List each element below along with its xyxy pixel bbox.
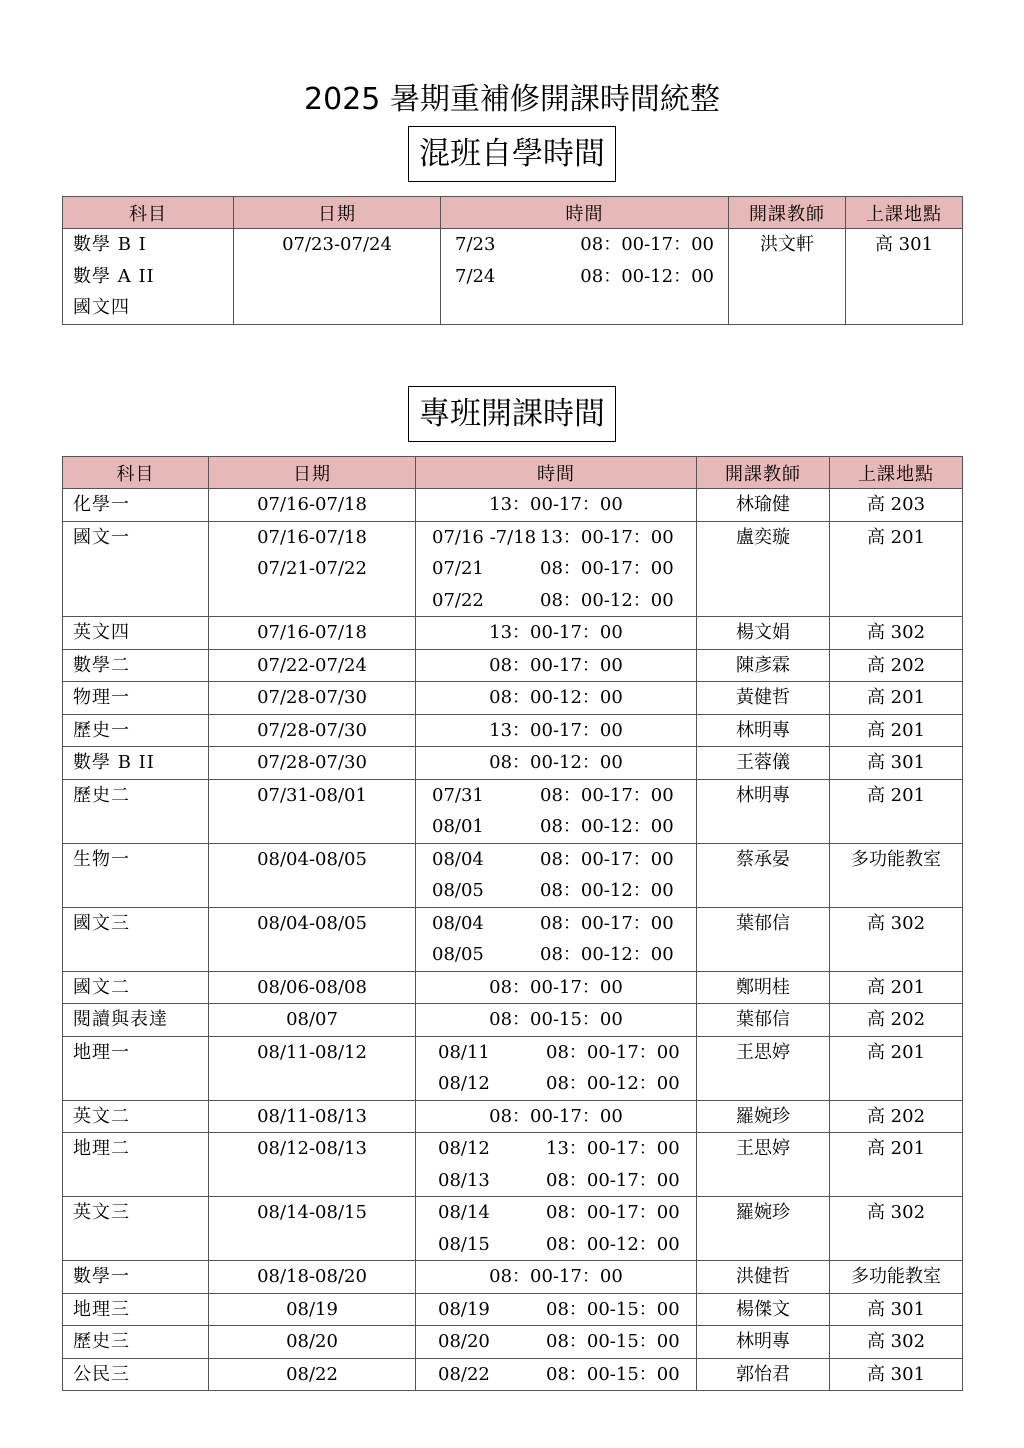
room-text: 高 203 xyxy=(866,494,926,515)
teacher-text: 楊文娟 xyxy=(736,622,790,643)
time-line xyxy=(416,1037,696,1069)
subject-cell xyxy=(63,229,234,325)
room-text: 高 302 xyxy=(866,622,926,643)
subject-text: 英文二 xyxy=(73,1105,130,1127)
subject-text: 數學 A II xyxy=(73,265,155,287)
time-cell xyxy=(416,1100,697,1133)
room-cell xyxy=(830,779,963,843)
date-text: 07/22-07/24 xyxy=(257,654,367,676)
subject-cell xyxy=(63,779,209,843)
time-date: 08/13 xyxy=(438,1169,490,1191)
room-cell xyxy=(830,843,963,907)
time-line xyxy=(416,522,696,554)
date-cell xyxy=(209,1100,416,1133)
room-cell xyxy=(830,1358,963,1391)
time-line xyxy=(416,1294,696,1326)
subject-cell xyxy=(63,1358,209,1391)
room-text: 高 302 xyxy=(866,1202,926,1223)
time-range: 08：00-12：00 xyxy=(546,1233,680,1255)
time-range: 08：00-12：00 xyxy=(540,816,674,837)
teacher-text: 林瑜健 xyxy=(736,494,790,515)
time-line xyxy=(416,585,696,617)
subject-text: 公民三 xyxy=(73,1363,130,1385)
time-cell xyxy=(416,1197,697,1261)
date-cell xyxy=(209,747,416,780)
room-cell xyxy=(830,907,963,971)
time-line xyxy=(416,908,696,940)
table-row xyxy=(63,682,963,715)
header-time: 時間 xyxy=(441,197,729,229)
date-text: 07/16-07/18 xyxy=(257,494,367,515)
room-cell xyxy=(830,1197,963,1261)
time-date: 08/05 xyxy=(432,880,484,901)
time-line xyxy=(416,1197,696,1229)
time-cell xyxy=(416,779,697,843)
teacher-text: 蔡承晏 xyxy=(736,848,790,870)
teacher-text: 葉郁信 xyxy=(736,1009,790,1030)
time-cell xyxy=(416,1004,697,1037)
header-subject: 科目 xyxy=(63,197,234,229)
room-cell xyxy=(830,1133,963,1197)
subject-cell xyxy=(63,747,209,780)
table-row xyxy=(63,1358,963,1391)
subject-cell xyxy=(63,1197,209,1261)
time-range: 08：00-17：00 xyxy=(540,848,674,870)
subject-cell xyxy=(63,907,209,971)
time-date: 08/11 xyxy=(438,1041,490,1063)
time-date: 08/04 xyxy=(432,848,484,870)
teacher-cell xyxy=(697,1100,830,1133)
table-row xyxy=(63,649,963,682)
date-cell xyxy=(209,489,416,522)
date-cell xyxy=(234,229,441,325)
time-range: 13：00-17：00 xyxy=(540,526,674,548)
section-title-mixed: 混班自學時間 xyxy=(408,126,616,182)
teacher-text: 盧奕璇 xyxy=(736,526,790,548)
room-text: 高 202 xyxy=(866,1009,926,1030)
header-teacher: 開課教師 xyxy=(697,457,830,489)
teacher-text: 林明專 xyxy=(736,1331,790,1352)
teacher-text: 陳彥霖 xyxy=(736,654,790,676)
room-text: 高 302 xyxy=(866,912,926,934)
room-text: 高 201 xyxy=(866,719,926,741)
room-text: 高 201 xyxy=(866,976,926,998)
time-cell xyxy=(416,1326,697,1359)
time-line xyxy=(416,780,696,812)
subject-text: 數學 B I xyxy=(73,234,147,255)
time-range: 08：00-17：00 xyxy=(489,1266,623,1287)
date-cell xyxy=(209,1293,416,1326)
date-text: 07/28-07/30 xyxy=(257,752,367,773)
date-cell xyxy=(209,907,416,971)
time-date: 08/12 xyxy=(438,1073,490,1094)
table-header-row xyxy=(63,197,963,229)
time-date: 08/05 xyxy=(432,944,484,965)
header-teacher: 開課教師 xyxy=(729,197,846,229)
room-cell xyxy=(846,229,963,325)
time-date: 08/12 xyxy=(438,1138,490,1159)
header-room: 上課地點 xyxy=(830,457,963,489)
room-text: 高 201 xyxy=(866,526,926,548)
date-text: 08/22 xyxy=(286,1363,338,1385)
room-cell xyxy=(830,682,963,715)
teacher-text: 郭怡君 xyxy=(736,1363,790,1385)
room-cell xyxy=(830,1326,963,1359)
teacher-cell xyxy=(697,682,830,715)
date-cell xyxy=(209,521,416,617)
special-schedule-table xyxy=(62,456,963,1391)
teacher-text: 葉郁信 xyxy=(736,912,790,934)
time-cell xyxy=(441,229,729,325)
room-cell xyxy=(830,1004,963,1037)
subject-text: 化學一 xyxy=(73,494,130,515)
time-range: 08：00-17：00 xyxy=(540,558,674,579)
teacher-cell xyxy=(697,1358,830,1391)
time-date: 08/04 xyxy=(432,912,484,934)
subject-text: 英文四 xyxy=(73,622,130,643)
room-text: 高 202 xyxy=(866,1105,926,1127)
table-row xyxy=(63,1100,963,1133)
time-range: 08：00-17：00 xyxy=(540,912,674,934)
time-line xyxy=(416,844,696,876)
date-cell xyxy=(209,1326,416,1359)
time-range: 08：00-12：00 xyxy=(540,944,674,965)
teacher-text: 王思婷 xyxy=(736,1041,790,1063)
time-range: 08：00-17：00 xyxy=(546,1202,680,1223)
date-text: 07/16-07/18 xyxy=(257,526,367,548)
teacher-text: 王思婷 xyxy=(736,1138,790,1159)
subject-text: 國文二 xyxy=(73,976,130,998)
time-date: 08/22 xyxy=(438,1363,490,1385)
subject-text: 地理二 xyxy=(73,1138,130,1159)
teacher-text: 鄭明桂 xyxy=(736,976,790,998)
subject-text: 歷史一 xyxy=(73,719,130,741)
time-date: 08/01 xyxy=(432,816,484,837)
time-date: 07/31 xyxy=(432,784,484,806)
room-text: 高 301 xyxy=(874,234,934,255)
time-date: 07/22 xyxy=(432,589,484,611)
teacher-cell xyxy=(697,521,830,617)
time-line xyxy=(416,1133,696,1165)
date-cell xyxy=(209,1197,416,1261)
time-line xyxy=(416,1165,696,1197)
header-date: 日期 xyxy=(234,197,441,229)
teacher-cell xyxy=(697,1261,830,1294)
time-date: 07/21 xyxy=(432,558,484,579)
table-row xyxy=(63,229,963,325)
subject-text: 數學二 xyxy=(73,654,130,676)
subject-cell xyxy=(63,1100,209,1133)
table-row xyxy=(63,1004,963,1037)
time-line xyxy=(416,1068,696,1100)
table-row xyxy=(63,1261,963,1294)
table-row xyxy=(63,1133,963,1197)
subject-cell xyxy=(63,1004,209,1037)
date-cell xyxy=(209,617,416,650)
subject-cell xyxy=(63,489,209,522)
teacher-text: 黃健哲 xyxy=(736,687,790,708)
date-cell xyxy=(209,1036,416,1100)
table-header-row xyxy=(63,457,963,489)
teacher-cell xyxy=(697,489,830,522)
teacher-text: 洪健哲 xyxy=(736,1266,790,1287)
teacher-cell xyxy=(697,1036,830,1100)
table-row xyxy=(63,779,963,843)
table-row xyxy=(63,971,963,1004)
subject-text: 閱讀與表達 xyxy=(73,1009,168,1030)
time-range: 08：00-12：00 xyxy=(540,589,674,611)
room-text: 高 201 xyxy=(866,1041,926,1063)
room-text: 高 301 xyxy=(866,1298,926,1320)
date-text: 08/11-08/12 xyxy=(257,1041,367,1063)
time-range: 13：00-17：00 xyxy=(489,494,623,515)
room-text: 高 301 xyxy=(866,1363,926,1385)
time-date: 7/23 xyxy=(455,234,496,255)
room-cell xyxy=(830,1261,963,1294)
room-text: 高 202 xyxy=(866,654,926,676)
teacher-cell xyxy=(697,1326,830,1359)
time-line xyxy=(416,939,696,971)
time-range: 08：00-12：00 xyxy=(580,265,714,287)
room-cell xyxy=(830,971,963,1004)
table-row xyxy=(63,1293,963,1326)
header-subject: 科目 xyxy=(63,457,209,489)
room-text: 高 302 xyxy=(866,1331,926,1352)
teacher-cell xyxy=(697,747,830,780)
teacher-text: 林明專 xyxy=(736,784,790,806)
time-line xyxy=(416,811,696,843)
time-range: 08：00-12：00 xyxy=(489,752,623,773)
time-range: 13：00-17：00 xyxy=(546,1138,680,1159)
date-text: 07/16-07/18 xyxy=(257,622,367,643)
time-range: 08：00-15：00 xyxy=(546,1331,680,1352)
time-date: 08/15 xyxy=(438,1233,490,1255)
table-row xyxy=(63,489,963,522)
room-cell xyxy=(830,747,963,780)
subject-text: 歷史二 xyxy=(73,784,130,806)
subject-cell xyxy=(63,1293,209,1326)
date-text: 07/28-07/30 xyxy=(257,687,367,708)
subject-text: 歷史三 xyxy=(73,1331,130,1352)
table-row xyxy=(63,1326,963,1359)
teacher-cell xyxy=(697,971,830,1004)
subject-text: 英文三 xyxy=(73,1202,130,1223)
date-text: 08/12-08/13 xyxy=(257,1138,367,1159)
teacher-text: 楊傑文 xyxy=(736,1298,790,1320)
time-range: 08：00-17：00 xyxy=(580,234,714,255)
teacher-text: 羅婉珍 xyxy=(736,1105,790,1127)
date-cell xyxy=(209,1133,416,1197)
teacher-text: 羅婉珍 xyxy=(736,1202,790,1223)
teacher-cell xyxy=(697,1293,830,1326)
section-title-special: 專班開課時間 xyxy=(408,386,616,442)
teacher-text: 洪文軒 xyxy=(760,234,814,255)
date-text: 07/23-07/24 xyxy=(282,234,392,255)
time-range: 08：00-12：00 xyxy=(540,880,674,901)
room-cell xyxy=(830,617,963,650)
subject-text: 數學一 xyxy=(73,1266,130,1287)
time-range: 13：00-17：00 xyxy=(489,622,623,643)
room-text: 高 201 xyxy=(866,1138,926,1159)
date-text: 07/28-07/30 xyxy=(257,719,367,741)
time-cell xyxy=(416,971,697,1004)
time-cell xyxy=(416,907,697,971)
table-row xyxy=(63,843,963,907)
time-cell xyxy=(416,649,697,682)
subject-text: 數學 B II xyxy=(73,752,155,773)
subject-cell xyxy=(63,521,209,617)
subject-cell xyxy=(63,843,209,907)
date-text: 08/04-08/05 xyxy=(257,848,367,870)
subject-text: 國文一 xyxy=(73,526,130,548)
teacher-text: 王蓉儀 xyxy=(736,752,790,773)
teacher-cell xyxy=(697,617,830,650)
room-cell xyxy=(830,649,963,682)
time-cell xyxy=(416,617,697,650)
time-range: 08：00-17：00 xyxy=(546,1041,680,1063)
header-date: 日期 xyxy=(209,457,416,489)
date-cell xyxy=(209,1004,416,1037)
teacher-cell xyxy=(697,1004,830,1037)
time-range: 08：00-17：00 xyxy=(540,784,674,806)
time-line xyxy=(416,1229,696,1261)
room-cell xyxy=(830,1100,963,1133)
time-cell xyxy=(416,1261,697,1294)
time-cell xyxy=(416,1358,697,1391)
date-cell xyxy=(209,971,416,1004)
subject-cell xyxy=(63,649,209,682)
subject-cell xyxy=(63,682,209,715)
time-range: 08：00-15：00 xyxy=(546,1363,680,1385)
room-text: 高 201 xyxy=(866,687,926,708)
room-text: 高 201 xyxy=(866,784,926,806)
teacher-cell xyxy=(697,1197,830,1261)
room-cell xyxy=(830,714,963,747)
mixed-schedule-table xyxy=(62,196,963,325)
table-row xyxy=(63,907,963,971)
page-title: 2025 暑期重補修開課時間統整 xyxy=(304,82,720,117)
time-date: 07/16 -7/18 xyxy=(432,526,537,548)
date-text: 07/21-07/22 xyxy=(257,558,367,579)
subject-text: 國文三 xyxy=(73,912,130,934)
teacher-text: 林明專 xyxy=(736,719,790,741)
time-line xyxy=(416,875,696,907)
date-cell xyxy=(209,1358,416,1391)
time-cell xyxy=(416,521,697,617)
time-range: 08：00-15：00 xyxy=(546,1298,680,1320)
subject-cell xyxy=(63,1326,209,1359)
subject-text: 國文四 xyxy=(73,297,130,318)
time-line xyxy=(416,553,696,585)
table-row xyxy=(63,521,963,617)
time-cell xyxy=(416,843,697,907)
subject-cell xyxy=(63,1036,209,1100)
teacher-cell xyxy=(697,843,830,907)
date-text: 08/04-08/05 xyxy=(257,912,367,934)
teacher-cell xyxy=(729,229,846,325)
date-text: 08/19 xyxy=(286,1298,338,1320)
time-date: 08/19 xyxy=(438,1298,490,1320)
time-cell xyxy=(416,1133,697,1197)
table-row xyxy=(63,714,963,747)
date-cell xyxy=(209,1261,416,1294)
teacher-cell xyxy=(697,779,830,843)
subject-text: 地理一 xyxy=(73,1041,130,1063)
date-cell xyxy=(209,779,416,843)
time-cell xyxy=(416,747,697,780)
time-date: 08/20 xyxy=(438,1331,490,1352)
time-line xyxy=(416,1326,696,1358)
time-date: 08/14 xyxy=(438,1202,490,1223)
time-range: 08：00-15：00 xyxy=(489,1009,623,1030)
subject-cell xyxy=(63,1133,209,1197)
time-line xyxy=(416,1359,696,1391)
time-cell xyxy=(416,489,697,522)
table-row xyxy=(63,617,963,650)
room-text: 多功能教室 xyxy=(851,848,941,870)
teacher-cell xyxy=(697,714,830,747)
date-text: 08/18-08/20 xyxy=(257,1266,367,1287)
time-cell xyxy=(416,1036,697,1100)
subject-cell xyxy=(63,971,209,1004)
teacher-cell xyxy=(697,649,830,682)
header-room: 上課地點 xyxy=(846,197,963,229)
date-text: 07/31-08/01 xyxy=(257,784,367,806)
table-row xyxy=(63,747,963,780)
date-text: 08/07 xyxy=(286,1009,338,1030)
date-text: 08/11-08/13 xyxy=(257,1105,367,1127)
time-range: 08：00-17：00 xyxy=(546,1169,680,1191)
subject-cell xyxy=(63,1261,209,1294)
time-range: 08：00-12：00 xyxy=(546,1073,680,1094)
date-text: 08/20 xyxy=(286,1331,338,1352)
table-row xyxy=(63,1197,963,1261)
header-time: 時間 xyxy=(416,457,697,489)
date-cell xyxy=(209,649,416,682)
subject-text: 物理一 xyxy=(73,687,130,708)
room-cell xyxy=(830,489,963,522)
teacher-cell xyxy=(697,1133,830,1197)
date-cell xyxy=(209,714,416,747)
subject-text: 生物一 xyxy=(73,848,130,870)
room-cell xyxy=(830,1293,963,1326)
time-range: 13：00-17：00 xyxy=(489,719,623,741)
time-range: 08：00-17：00 xyxy=(489,654,623,676)
time-date: 7/24 xyxy=(455,265,496,287)
date-text: 08/14-08/15 xyxy=(257,1202,367,1223)
subject-cell xyxy=(63,714,209,747)
time-range: 08：00-17：00 xyxy=(489,1105,623,1127)
date-cell xyxy=(209,682,416,715)
table-row xyxy=(63,1036,963,1100)
teacher-cell xyxy=(697,907,830,971)
date-text: 08/06-08/08 xyxy=(257,976,367,998)
room-text: 高 301 xyxy=(866,752,926,773)
time-cell xyxy=(416,1293,697,1326)
room-text: 多功能教室 xyxy=(851,1266,941,1287)
time-cell xyxy=(416,714,697,747)
time-cell xyxy=(416,682,697,715)
subject-cell xyxy=(63,617,209,650)
time-range: 08：00-17：00 xyxy=(489,976,623,998)
room-cell xyxy=(830,521,963,617)
date-cell xyxy=(209,843,416,907)
time-range: 08：00-12：00 xyxy=(489,687,623,708)
subject-text: 地理三 xyxy=(73,1298,130,1320)
room-cell xyxy=(830,1036,963,1100)
